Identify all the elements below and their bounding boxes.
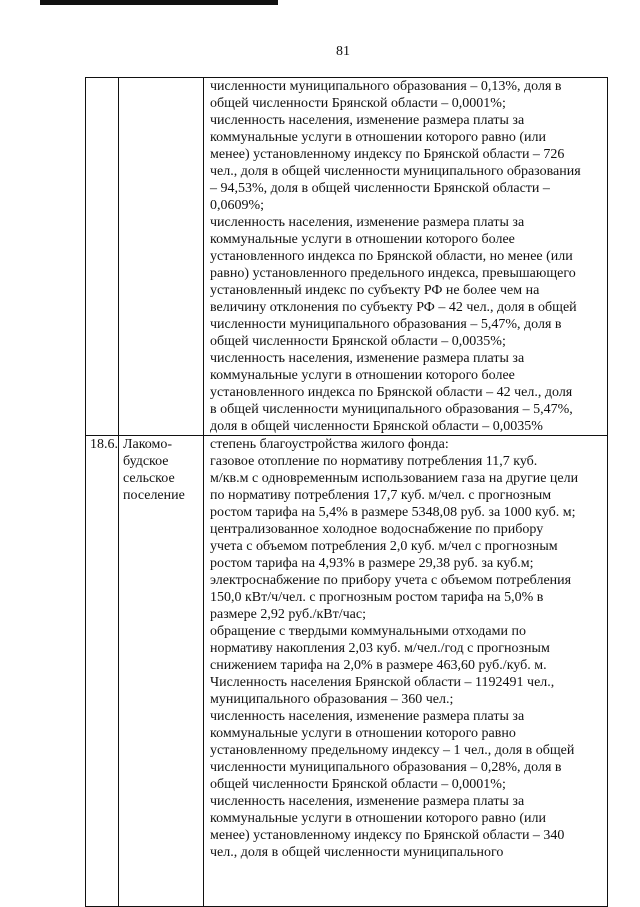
description-line: величину отклонения по субъекту РФ – 42 чел., доля в общей xyxy=(210,300,577,315)
description-line: установленный индекс по субъекту РФ не более чем на xyxy=(210,283,540,298)
description-line: коммунальные услуги в отношении которого более xyxy=(210,368,515,383)
description-line: коммунальные услуги в отношении которого равно (или xyxy=(210,130,546,145)
settlement-name xyxy=(123,436,203,504)
description-line: численность населения, изменение размера платы за xyxy=(210,351,525,366)
description-line: равно) установленного предельного индекса, превышающего xyxy=(210,266,576,281)
description-line: установленного индекса по Брянской области – 42 чел., доля xyxy=(210,385,573,400)
description-line: муниципального образования – 360 чел.; xyxy=(210,692,454,707)
description-line: Численность населения Брянской области – 1192491 чел., xyxy=(210,675,555,690)
description-text xyxy=(210,436,607,861)
description-line: чел., доля в общей численности муниципального образования xyxy=(210,164,581,179)
description-line: степень благоустройства жилого фонда: xyxy=(210,437,449,452)
description-line: – 94,53%, доля в общей численности Брянской области – xyxy=(210,181,550,196)
description-line: численности муниципального образования – 0,28%, доля в xyxy=(210,760,562,775)
description-line: численность населения, изменение размера платы за xyxy=(210,113,525,128)
description-line: ростом тарифа на 5,4% в размере 5348,08 руб. за 1000 куб. м; xyxy=(210,505,576,520)
description-line: снижением тарифа на 2,0% в размере 463,60 руб./куб. м. xyxy=(210,658,547,673)
description-line: м/кв.м с одновременным использованием газа на другие цели xyxy=(210,471,579,486)
description-line: общей численности Брянской области – 0,0035%; xyxy=(210,334,506,349)
row-number-cell xyxy=(86,78,119,436)
settlement-name-line: поселение xyxy=(123,488,185,503)
page-number: 81 xyxy=(336,44,350,59)
description-line: менее) установленному индексу по Брянской области – 340 xyxy=(210,828,565,843)
description-line: численность населения, изменение размера платы за xyxy=(210,215,525,230)
description-line: по нормативу потребления 17,7 куб. м/чел. с прогнозным xyxy=(210,488,552,503)
description-line: 150,0 кВт/ч/чел. с прогнозным ростом тарифа на 5,0% в xyxy=(210,590,544,605)
description-line: доля в общей численности Брянской области – 0,0035% xyxy=(210,419,543,434)
settlement-name-cell xyxy=(119,78,204,436)
description-line: численности муниципального образования – 5,47%, доля в xyxy=(210,317,562,332)
settlement-name-line: сельское xyxy=(123,471,175,486)
description-line: нормативу накопления 2,03 куб. м/чел./год с прогнозным xyxy=(210,641,550,656)
description-line: численности муниципального образования – 0,13%, доля в xyxy=(210,79,562,94)
table-row xyxy=(86,436,608,907)
settlement-name-line: будское xyxy=(123,454,169,469)
description-line: коммунальные услуги в отношении которого равно xyxy=(210,726,516,741)
description-line: коммунальные услуги в отношении которого более xyxy=(210,232,515,247)
description-line: в общей численности муниципального образования – 5,47%, xyxy=(210,402,573,417)
description-line: численность населения, изменение размера платы за xyxy=(210,794,525,809)
settlement-name-cell xyxy=(119,436,204,907)
row-number: 18.6. xyxy=(90,437,118,452)
description-cell xyxy=(204,78,608,436)
description-line: установленному предельному индексу – 1 чел., доля в общей xyxy=(210,743,575,758)
description-line: обращение с твердыми коммунальными отходами по xyxy=(210,624,526,639)
description-cell xyxy=(204,436,608,907)
description-line: размере 2,92 руб./кВт/час; xyxy=(210,607,366,622)
description-line: общей численности Брянской области – 0,0001%; xyxy=(210,777,506,792)
description-line: численность населения, изменение размера платы за xyxy=(210,709,525,724)
document-table xyxy=(85,77,608,907)
description-line: газовое отопление по нормативу потребления 11,7 куб. xyxy=(210,454,538,469)
description-line: менее) установленному индексу по Брянской области – 726 xyxy=(210,147,565,162)
description-line: учета с объемом потребления 2,0 куб. м/чел с прогнозным xyxy=(210,539,558,554)
description-line: централизованное холодное водоснабжение по прибору xyxy=(210,522,544,537)
description-text xyxy=(210,78,607,435)
description-line: коммунальные услуги в отношении которого равно (или xyxy=(210,811,546,826)
description-line: установленного индекса по Брянской области, но менее (или xyxy=(210,249,573,264)
description-line: 0,0609%; xyxy=(210,198,265,213)
settlement-name-line: Лакомо- xyxy=(123,437,173,452)
description-line: электроснабжение по прибору учета с объемом потребления xyxy=(210,573,572,588)
description-line: ростом тарифа на 4,93% в размере 29,38 руб. за куб.м; xyxy=(210,556,534,571)
top-rule xyxy=(40,0,278,5)
description-line: чел., доля в общей численности муниципального xyxy=(210,845,504,860)
row-number-cell xyxy=(86,436,119,907)
table-row xyxy=(86,78,608,436)
description-line: общей численности Брянской области – 0,0001%; xyxy=(210,96,506,111)
